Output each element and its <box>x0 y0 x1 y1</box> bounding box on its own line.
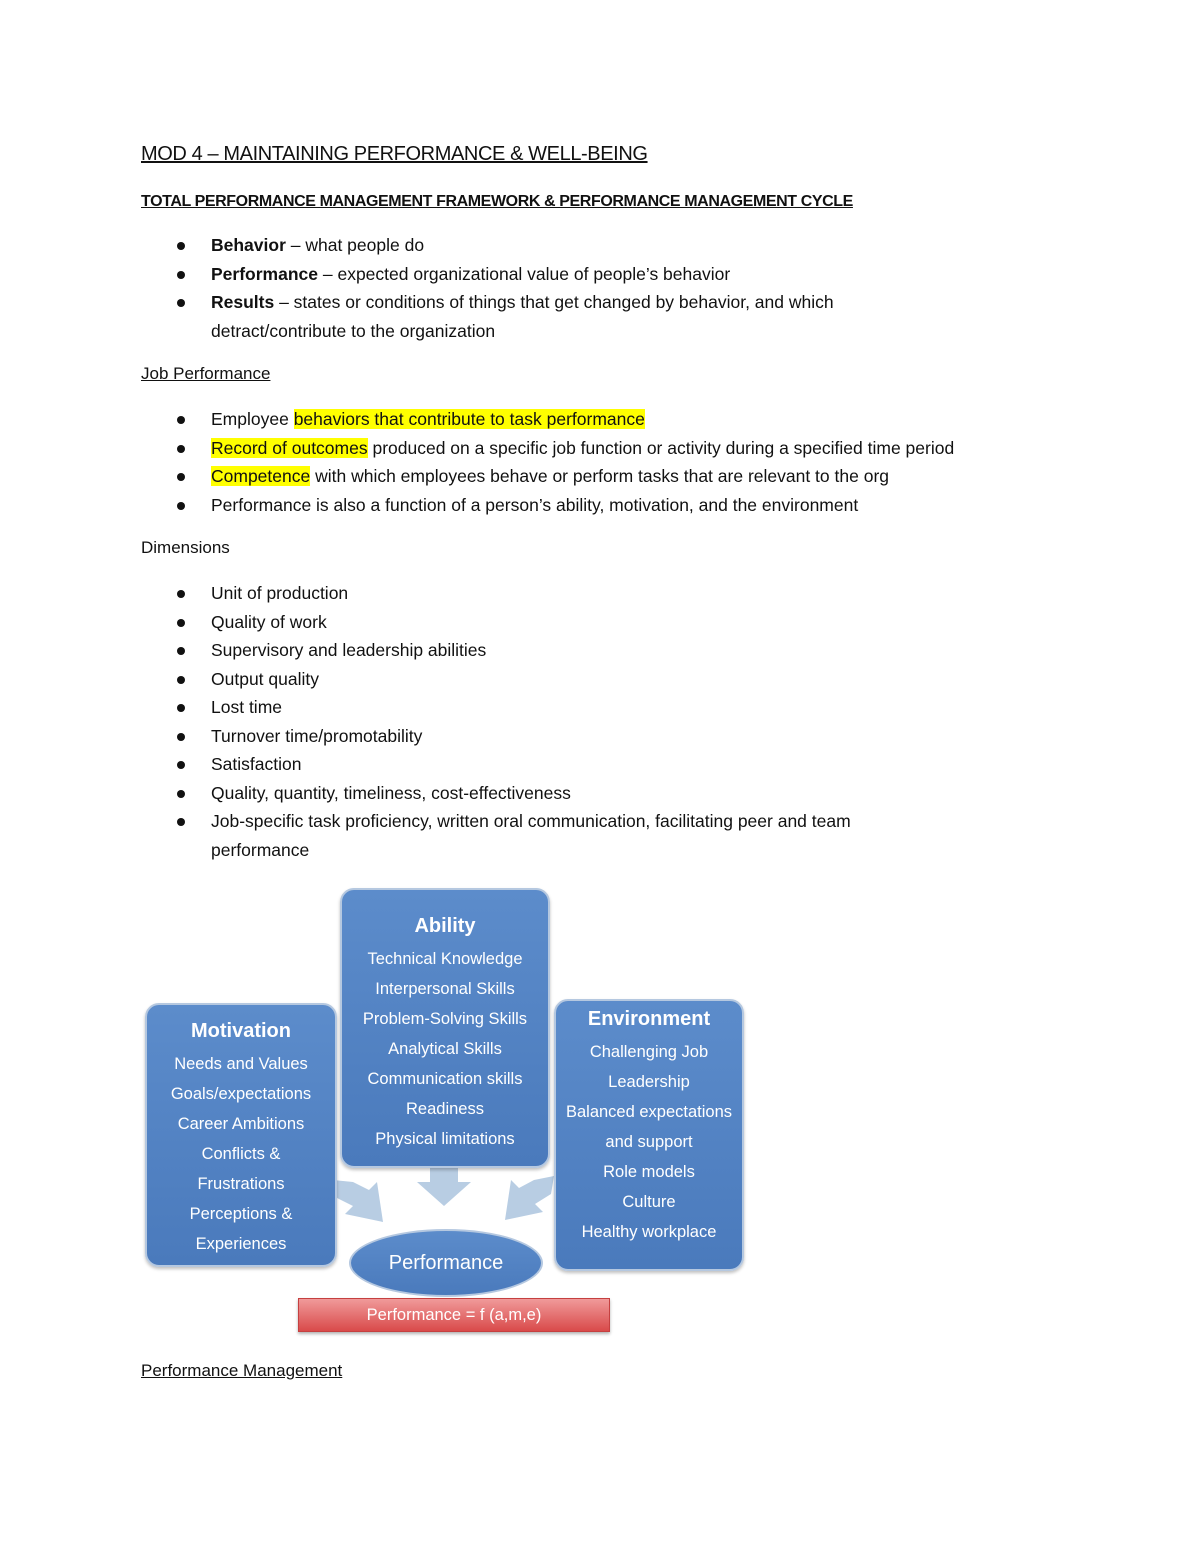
dimensions-list <box>0 579 851 864</box>
formula-banner: Performance = f (a,m,e) <box>298 1298 610 1332</box>
environment-item: and support <box>605 1133 693 1151</box>
item-text: Performance is also a function of a person’s ability, motivation, and the environment <box>211 494 859 515</box>
definition-text: – states or conditions of things that get changed by behavior, and which <box>274 292 834 312</box>
performance-node: Performance <box>349 1229 543 1297</box>
definition-text: – expected organizational value of people’s behavior <box>318 263 731 284</box>
environment-item: Healthy workplace <box>581 1223 717 1241</box>
list-item <box>0 260 834 289</box>
environment-box <box>554 999 744 1271</box>
ability-item: Readiness <box>406 1100 484 1118</box>
list-item: Quality of work <box>0 608 851 637</box>
motivation-item: Goals/expectations <box>170 1085 312 1103</box>
environment-item: Challenging Job <box>589 1043 709 1061</box>
definition-text: – what people do <box>285 235 425 255</box>
highlighted-text: Record of outcomes <box>211 437 368 458</box>
arrow-motivation-diag <box>333 1180 383 1222</box>
motivation-item: Frustrations <box>197 1175 285 1193</box>
motivation-item: Conflicts & <box>201 1145 281 1163</box>
environment-item: Leadership <box>608 1073 690 1091</box>
ability-item: Physical limitations <box>375 1130 515 1148</box>
item-text: produced on a specific job function or activity during a specified time period <box>367 437 955 458</box>
page-title: MOD 4 – MAINTAINING PERFORMANCE & WELL-BEING <box>141 143 648 165</box>
arrow-environment-diag <box>505 1176 554 1220</box>
performance-diagram <box>145 886 745 1336</box>
ability-item: Communication skills <box>367 1070 523 1088</box>
item-text: Job-specific task proficiency, written oral communication, facilitating peer and team <box>211 811 851 831</box>
item-text: with which employees behave or perform tasks that are relevant to the org <box>310 466 889 486</box>
motivation-item: Perceptions & <box>189 1205 293 1223</box>
list-item <box>0 434 954 463</box>
ability-item: Technical Knowledge <box>367 950 523 968</box>
highlighted-text: Competence <box>211 466 311 486</box>
ability-title: Ability <box>414 915 476 937</box>
ability-item: Analytical Skills <box>388 1040 502 1058</box>
motivation-item: Experiences <box>195 1235 287 1253</box>
environment-title: Environment <box>587 1008 711 1030</box>
ability-box <box>340 888 550 1168</box>
list-item <box>0 405 954 434</box>
list-item: Output quality <box>0 665 851 694</box>
list-item <box>0 807 851 864</box>
motivation-title: Motivation <box>191 1020 291 1042</box>
motivation-item: Needs and Values <box>174 1055 308 1073</box>
term: Behavior <box>211 235 286 255</box>
dimensions-heading: Dimensions <box>141 538 230 557</box>
definitions-list <box>0 231 834 345</box>
item-text: Employee <box>211 409 294 429</box>
environment-item: Culture <box>622 1193 676 1211</box>
list-item: Unit of production <box>0 579 851 608</box>
list-item: Satisfaction <box>0 750 851 779</box>
list-item <box>0 288 834 345</box>
performance-management-heading: Performance Management <box>141 1361 343 1380</box>
highlighted-text: behaviors that contribute to task performance <box>293 409 645 429</box>
list-item: Lost time <box>0 693 851 722</box>
item-text-continued: performance <box>211 839 310 860</box>
list-item <box>0 491 954 520</box>
environment-item: Balanced expectations <box>565 1103 733 1121</box>
motivation-item: Career Ambitions <box>177 1115 305 1133</box>
ability-item: Problem-Solving Skills <box>362 1010 528 1028</box>
motivation-box <box>145 1003 337 1267</box>
arrow-ability-down <box>417 1166 471 1206</box>
job-performance-list <box>0 405 954 519</box>
definition-text-continued: detract/contribute to the organization <box>211 320 496 341</box>
list-item <box>0 462 954 491</box>
ability-item: Interpersonal Skills <box>375 980 515 998</box>
section-heading: TOTAL PERFORMANCE MANAGEMENT FRAMEWORK & PERFORMANCE MANAGEMENT CYCLE <box>141 193 853 210</box>
term: Results <box>211 292 275 312</box>
list-item: Turnover time/promotability <box>0 722 851 751</box>
list-item: Quality, quantity, timeliness, cost-effectiveness <box>0 779 851 808</box>
job-performance-heading: Job Performance <box>141 364 271 383</box>
list-item <box>0 231 834 260</box>
list-item: Supervisory and leadership abilities <box>0 636 851 665</box>
environment-item: Role models <box>603 1163 695 1181</box>
term: Performance <box>211 263 318 284</box>
